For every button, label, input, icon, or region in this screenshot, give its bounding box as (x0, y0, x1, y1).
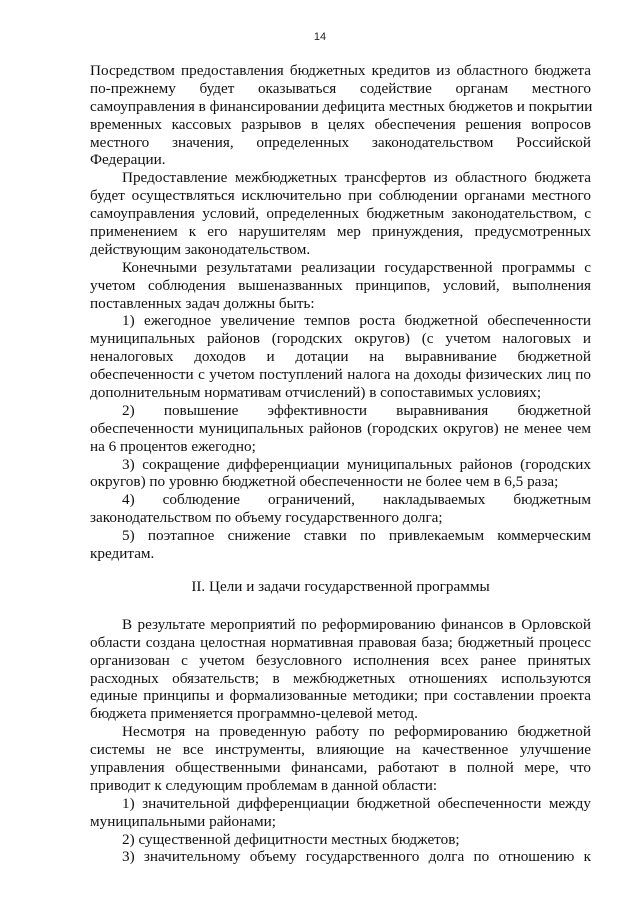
text-line: управления общественными финансами, работают в полной мере, что (90, 758, 591, 776)
text-line: обеспеченности муниципальных районов (городских округов) не менее чем (90, 419, 591, 437)
text-line: приводит к следующим проблемам в данной области: (90, 776, 438, 794)
document-body (90, 62, 591, 866)
list-item (90, 312, 591, 401)
text-line: расходных обязательств; в межбюджетных отношениях используются (90, 669, 591, 687)
text-line: муниципальными районами; (90, 812, 276, 830)
list-item (90, 527, 591, 563)
text-line: системы не все инструменты, влияющие на качественное улучшение (90, 741, 591, 759)
text-line: Федерации. (90, 151, 166, 169)
list-item (90, 848, 591, 866)
text-line: самоуправления условий, определенных бюджетным законодательством, с (90, 205, 591, 223)
text-line: временных кассовых разрывов в целях обеспечения решения вопросов (90, 115, 591, 133)
paragraph-interbudget-transfers (90, 169, 591, 258)
text-line: Конечными результатами реализации государственной программы с (122, 258, 591, 276)
spacer (90, 563, 591, 578)
text-line: округов) по уровню бюджетной обеспеченности не более чем в 6,5 раза; (90, 473, 559, 491)
paragraph-budget-credits (90, 62, 591, 169)
text-line: учетом соблюдения вышеназванных принципов, условий, выполнения (90, 276, 591, 294)
paragraph-reform-results (90, 616, 591, 723)
text-line: самоуправления в финансировании дефицита местных бюджетов и покрытии (90, 97, 593, 115)
text-line: кредитам. (90, 545, 155, 563)
text-line: 3) сокращение дифференциации муниципальных районов (городских (122, 455, 591, 473)
text-line: поставленных задач должны быть: (90, 294, 315, 312)
list-item (90, 456, 591, 492)
paragraph-final-results (90, 259, 591, 313)
list-item (90, 831, 591, 849)
text-line: муниципальных районов (городских округов) (с учетом налоговых и (90, 330, 591, 348)
text-line: Предоставление межбюджетных трансфертов из областного бюджета (122, 169, 591, 187)
section-heading: II. Цели и задачи государственной программы (191, 577, 490, 595)
text-line: применением к его нарушителям мер принуждения, предусмотренных (90, 223, 591, 241)
text-line: 2) существенной дефицитности местных бюджетов; (122, 830, 460, 848)
text-line: В результате мероприятий по реформированию финансов в Орловской (122, 615, 591, 633)
text-line: дополнительным нормативам отчислений) в сопоставимых условиях; (90, 384, 542, 402)
list-item (90, 491, 591, 527)
text-line: 2) повышение эффективности выравнивания бюджетной (122, 401, 591, 419)
text-line: обеспеченности с учетом поступлений налога на доходы физических лиц по (90, 366, 591, 384)
text-line: 3) значительному объему государственного долга по отношению к (122, 848, 591, 866)
text-line: будет осуществляться исключительно при соблюдении органами местного (90, 187, 591, 205)
text-line: 5) поэтапное снижение ставки по привлекаемым коммерческим (122, 527, 591, 545)
spacer (90, 596, 591, 616)
paragraph-problems-intro (90, 723, 591, 795)
text-line: на 6 процентов ежегодно; (90, 437, 256, 455)
text-line: неналоговых доходов и дотации на выравнивание бюджетной (90, 348, 591, 366)
text-line: законодательством по объему государственного долга; (90, 509, 443, 527)
list-item (90, 795, 591, 831)
text-line: области создана целостная нормативная правовая база; бюджетный процесс (90, 633, 591, 651)
text-line: 1) ежегодное увеличение темпов роста бюджетной обеспеченности (122, 312, 591, 330)
text-line: Несмотря на проведенную работу по реформированию бюджетной (122, 723, 591, 741)
text-line: 4) соблюдение ограничений, накладываемых бюджетным (122, 491, 591, 509)
text-line: 1) значительной дифференциации бюджетной обеспеченности между (122, 794, 591, 812)
text-line: организован с учетом безусловного исполнения всех ранее принятых (90, 651, 591, 669)
text-line: по-прежнему будет оказываться содействие органам местного (90, 79, 591, 97)
text-line: действующим законодательством. (90, 240, 311, 258)
list-item (90, 402, 591, 456)
text-line: Посредством предоставления бюджетных кредитов из областного бюджета (90, 62, 591, 79)
text-line: местного значения, определенных законодательством Российской (90, 133, 591, 151)
page-number: 14 (313, 31, 327, 43)
text-line: единые принципы и формализованные методики; при составлении проекта (90, 687, 591, 705)
text-line: бюджета применяется программно-целевой метод. (90, 705, 418, 723)
